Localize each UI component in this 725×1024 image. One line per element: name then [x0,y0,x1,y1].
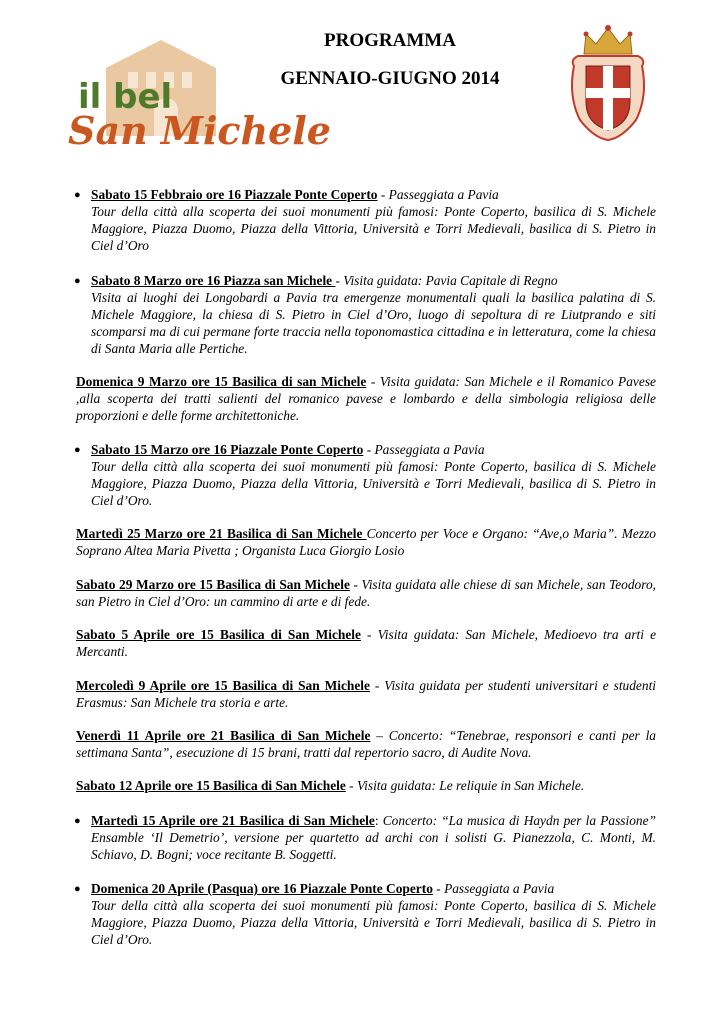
event-description: Visita guidata per studenti universitari e studenti Erasmus: San Michele tra storia e arte. [76,678,657,710]
event-description: Tour della città alla scoperta dei suoi monumenti più famosi: Ponte Coperto, basilica di S. Michele Maggiore, Piazza Duomo, Piazza della Vittoria, Università e Torri Medievali, basilica di S. Pietro in Ciel d’Oro. [91,459,656,508]
event-heading: Sabato 29 Marzo ore 15 Basilica di San Michele [76,577,350,592]
event-description: Tour della città alla scoperta dei suoi monumenti più famosi: Ponte Coperto, basilica di S. Michele Maggiore, Piazza Duomo, Piazza della Vittoria, Università e Torri Medievali, basilica di S. Pietro in Ciel d’Oro. [91,898,656,947]
event-heading: Mercoledì 9 Aprile ore 15 Basilica di San Michele [76,678,370,693]
list-item: Martedì 15 Aprile ore 21 Basilica di San Michele: Concerto: “La musica di Haydn per la Passione” Ensamble ‘Il Demetrio’, versione per quartetto ad archi con i solisti G. Pianezzola, C. Monti, M. Schiavo, D. Bogni; voce recitante B. Soggetti. [91,813,656,862]
list-item: Sabato 5 Aprile ore 15 Basilica di San Michele - Visita guidata: San Michele, Medioevo tra arti e Mercanti. [76,627,657,659]
list-item: Mercoledì 9 Aprile ore 15 Basilica di San Michele - Visita guidata per studenti universitari e studenti Erasmus: San Michele tra storia e arte. [76,678,657,710]
event-description: Tour della città alla scoperta dei suoi monumenti più famosi: Ponte Coperto, basilica di S. Michele Maggiore, Piazza Duomo, Piazza della Vittoria, Università e Torri Medievali, basilica di S. Pietro in Ciel d’Oro [91,204,656,253]
event-description: Visita guidata: San Michele, Medioevo tra arti e Mercanti. [76,627,657,659]
event-heading: Venerdì 11 Aprile ore 21 Basilica di San Michele [76,728,371,743]
title-period: GENNAIO-GIUGNO 2014 [280,68,500,89]
event-subtitle: Passeggiata a Pavia [388,187,499,202]
event-heading: Martedì 15 Aprile ore 21 Basilica di San Michele [91,813,375,828]
event-description: Visita guidata: San Michele e il Romanico Pavese ,alla scoperta dei tratti salienti del romanico pavese e lombardo e della simbologia religiosa delle proporzioni e delle forme architettoniche. [76,374,656,423]
event-description: Concerto: “Tenebrae, responsori e canti per la settimana Santa”, esecuzione di 15 brani, tratti dal repertorio sacro, di Audite Nova. [76,728,657,760]
list-item: Sabato 8 Marzo ore 16 Piazza san Michele - Visita guidata: Pavia Capitale di Regno Visita ai luoghi dei Longobardi a Pavia tra emergenze monumentali quali la basilica palatina di S. Michele Maggiore, la chiesa di S. Pietro in Ciel d’Oro, luogo di sepoltura di re Liutprando e siti scomparsi ma di cui permane forte traccia nella toponomastica cittadina e in letteratura, come la chiesa di Santa Maria alle Pertiche. [91,273,656,356]
bullet-icon: ● [74,444,81,456]
list-item [76,525,656,559]
event-heading: Sabato 5 Aprile ore 15 Basilica di San Michele [76,627,361,642]
list-item: Domenica 20 Aprile (Pasqua) ore 16 Piazzale Ponte Coperto - Passeggiata a Pavia Tour della città alla scoperta dei suoi monumenti più famosi: Ponte Coperto, basilica di S. Michele Maggiore, Piazza Duomo, Piazza della Vittoria, Università e Torri Medievali, basilica di S. Pietro in Ciel d’Oro. [91,881,656,947]
bullet-icon: ● [74,275,81,287]
list-item: Sabato 15 Febbraio ore 16 Piazzale Ponte Coperto - Passeggiata a Pavia Tour della città alla scoperta dei suoi monumenti più famosi: Ponte Coperto, basilica di S. Michele Maggiore, Piazza Duomo, Piazza della Vittoria, Università e Torri Medievali, basilica di S. Pietro in Ciel d’Oro [91,187,656,253]
event-heading: Sabato 15 Marzo ore 16 Piazzale Ponte Coperto [91,442,364,457]
event-heading: Sabato 15 Febbraio ore 16 Piazzale Ponte Coperto [91,187,378,202]
logo-text-il-bel: il bel [78,77,173,117]
event-heading: Martedì 25 Marzo ore 21 Basilica di San Michele [76,526,367,541]
bullet-icon: ● [74,883,81,895]
event-subtitle: Passeggiata a Pavia [444,881,555,896]
bullet-icon: ● [74,189,81,201]
title-programma: PROGRAMMA [324,30,456,51]
event-heading: Domenica 20 Aprile (Pasqua) ore 16 Piazzale Ponte Coperto [91,881,433,896]
pavia-coat-of-arms-icon [566,20,650,142]
event-description: Visita guidata: Le reliquie in San Michele. [356,778,585,793]
bullet-icon: ● [74,815,81,827]
event-heading: Sabato 12 Aprile ore 15 Basilica di San Michele [76,778,346,793]
document-title-block [210,28,570,90]
event-description: Visita ai luoghi dei Longobardi a Pavia tra emergenze monumentali quali la basilica palatina di S. Michele Maggiore, la chiesa di S. Pietro in Ciel d’Oro, luogo di sepoltura di re Liutprando e siti scomparsi ma di cui permane forte traccia nella toponomastica cittadina e in letteratura, come la chiesa di Santa Maria alle Pertiche. [91,290,656,356]
list-item: Venerdì 11 Aprile ore 21 Basilica di San Michele – Concerto: “Tenebrae, responsori e canti per la settimana Santa”, esecuzione di 15 brani, tratti dal repertorio sacro, di Audite Nova. [76,728,657,760]
list-item: Domenica 9 Marzo ore 15 Basilica di san Michele - Visita guidata: San Michele e il Romanico Pavese ,alla scoperta dei tratti salienti del romanico pavese e lombardo e della simbologia religiosa delle proporzioni e delle forme architettoniche. [76,374,656,423]
event-subtitle: Passeggiata a Pavia [374,442,485,457]
event-description: Concerto: “La musica di Haydn per la Passione” Ensamble ‘Il Demetrio’, versione per quartetto ad archi con i solisti G. Pianezzola, C. Monti, M. Schiavo, D. Bogni; voce recitante B. Soggetti. [91,813,656,862]
logo-text-san-michele: San Michele [68,108,331,150]
list-item: Sabato 12 Aprile ore 15 Basilica di San Michele - Visita guidata: Le reliquie in San Michele. [76,778,585,793]
event-heading: Sabato 8 Marzo ore 16 Piazza san Michele [91,273,336,288]
list-item: Sabato 15 Marzo ore 16 Piazzale Ponte Coperto - Passeggiata a Pavia Tour della città alla scoperta dei suoi monumenti più famosi: Ponte Coperto, basilica di S. Michele Maggiore, Piazza Duomo, Piazza della Vittoria, Università e Torri Medievali, basilica di S. Pietro in Ciel d’Oro. [91,442,656,508]
event-description: Visita guidata alle chiese di san Michele, san Teodoro, san Pietro in Ciel d’Oro: un cammino di arte e di fede. [76,577,656,609]
event-description: Concerto per Voce e Organo: “Ave,o Maria”. Mezzo Soprano Altea Maria Pivetta ; Organista Luca Giorgio Losio [76,526,656,558]
event-heading: Domenica 9 Marzo ore 15 Basilica di san Michele [76,374,367,389]
list-item: Sabato 29 Marzo ore 15 Basilica di San Michele - Visita guidata alle chiese di san Michele, san Teodoro, san Pietro in Ciel d’Oro: un cammino di arte e di fede. [76,577,656,609]
event-subtitle: Visita guidata: Pavia Capitale di Regno [343,273,558,288]
